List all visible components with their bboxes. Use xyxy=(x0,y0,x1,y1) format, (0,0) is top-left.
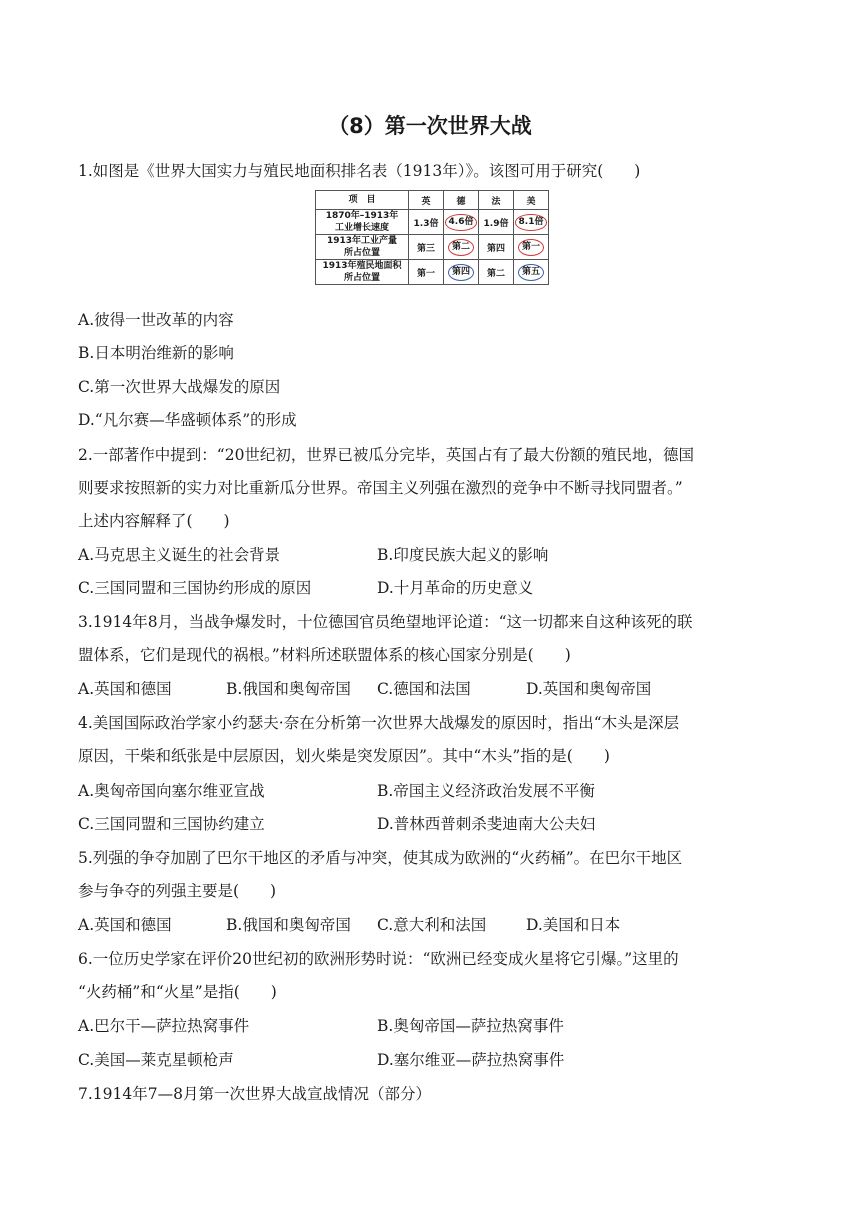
q3-option-a[interactable]: A.英国和德国 xyxy=(78,680,172,698)
q2-option-b[interactable]: B.印度民族大起义的影响 xyxy=(377,546,549,564)
q2-option-d[interactable]: D.十月革命的历史意义 xyxy=(377,579,534,597)
q6-option-b[interactable]: B.奥匈帝国—萨拉热窝事件 xyxy=(377,1017,564,1035)
q6-option-d[interactable]: D.塞尔维亚—萨拉热窝事件 xyxy=(377,1051,565,1069)
table-row xyxy=(316,210,549,235)
table-header: 英 xyxy=(409,191,444,210)
q2-stem-line: 上述内容解释了( ) xyxy=(78,512,230,530)
circled-value: 第四 xyxy=(448,264,474,281)
circled-value: 4.6倍 xyxy=(445,214,478,231)
q4-stem-line: 原因，干柴和纸张是中层原因，划火柴是突发原因”。其中“木头”指的是( ) xyxy=(78,747,610,765)
table-header: 美 xyxy=(514,191,549,210)
q3-stem-line: 盟体系，它们是现代的祸根。”材料所述联盟体系的核心国家分别是( ) xyxy=(78,646,571,664)
q4-stem-line: 4.美国国际政治学家小约瑟夫·奈在分析第一次世界大战爆发的原因时，指出“木头是深层 xyxy=(78,714,680,732)
table-row xyxy=(316,260,549,285)
table-cell xyxy=(514,260,549,285)
q4-option-d[interactable]: D.普林西普刺杀斐迪南大公夫妇 xyxy=(377,815,596,833)
circled-value: 第五 xyxy=(518,264,544,281)
table-cell xyxy=(514,235,549,260)
row-label-line: 所占位置 xyxy=(343,273,380,283)
q6-option-c[interactable]: C.美国—莱克星顿枪声 xyxy=(78,1051,234,1069)
table-cell xyxy=(514,210,549,235)
circled-value: 第二 xyxy=(448,239,474,256)
q2-option-c[interactable]: C.三国同盟和三国协约形成的原因 xyxy=(78,579,312,597)
row-label-line: 工业增长速度 xyxy=(334,223,389,233)
row-label-line: 1870年–1913年 xyxy=(325,211,399,221)
q5-stem-line: 5.列强的争夺加剧了巴尔干地区的矛盾与冲突，使其成为欧洲的“火药桶”。在巴尔干地区 xyxy=(78,849,683,867)
table-cell: 第四 xyxy=(479,235,514,260)
q4-option-b[interactable]: B.帝国主义经济政治发展不平衡 xyxy=(377,782,595,800)
q5-stem-line: 参与争夺的列强主要是( ) xyxy=(78,882,277,900)
table-cell xyxy=(444,210,479,235)
table-cell xyxy=(444,235,479,260)
page-title: （8）第一次世界大战 xyxy=(328,114,532,138)
q4-option-c[interactable]: C.三国同盟和三国协约建立 xyxy=(78,815,265,833)
circled-value: 8.1倍 xyxy=(515,214,548,231)
row-label-line: 1913年殖民地面积 xyxy=(322,261,402,271)
row-label-line: 所占位置 xyxy=(343,248,380,258)
q4-option-a[interactable]: A.奥匈帝国向塞尔维亚宣战 xyxy=(78,782,265,800)
table-cell xyxy=(444,260,479,285)
q1-option-d[interactable]: D.“凡尔赛—华盛顿体系”的形成 xyxy=(78,411,297,429)
row-label xyxy=(316,235,409,260)
q2-stem-line: 则要求按照新的实力对比重新瓜分世界。帝国主义列强在激烈的竞争中不断寻找同盟者。” xyxy=(78,479,683,497)
power-ranking-table xyxy=(315,190,549,285)
q1-stem: 1.如图是《世界大国实力与殖民地面积排名表（1913年）》。该图可用于研究( ) xyxy=(78,162,641,180)
q1-option-a[interactable]: A.彼得一世改革的内容 xyxy=(78,311,234,329)
table-header: 德 xyxy=(444,191,479,210)
table-header: 法 xyxy=(479,191,514,210)
q1-option-c[interactable]: C.第一次世界大战爆发的原因 xyxy=(78,378,281,396)
row-label xyxy=(316,260,409,285)
q2-stem-line: 2.一部著作中提到：“20世纪初，世界已被瓜分完毕，英国占有了最大份额的殖民地，德国 xyxy=(78,446,694,464)
q5-option-d[interactable]: D.美国和日本 xyxy=(526,916,621,934)
q5-option-a[interactable]: A.英国和德国 xyxy=(78,916,172,934)
q6-stem-line: “火药桶”和“火星”是指( ) xyxy=(78,983,277,1001)
q3-option-c[interactable]: C.德国和法国 xyxy=(377,680,471,698)
q5-option-c[interactable]: C.意大利和法国 xyxy=(377,916,487,934)
q6-option-a[interactable]: A.巴尔干—萨拉热窝事件 xyxy=(78,1017,250,1035)
circled-value: 第一 xyxy=(518,239,544,256)
table-header: 项 目 xyxy=(316,191,409,210)
q1-option-b[interactable]: B.日本明治维新的影响 xyxy=(78,344,234,362)
table-cell: 第一 xyxy=(409,260,444,285)
q2-option-a[interactable]: A.马克思主义诞生的社会背景 xyxy=(78,546,281,564)
table-header-row xyxy=(316,191,549,210)
table-cell: 第二 xyxy=(479,260,514,285)
q3-option-d[interactable]: D.英国和奥匈帝国 xyxy=(526,680,652,698)
q3-stem-line: 3.1914年8月，当战争爆发时，十位德国官员绝望地评论道：“这一切都来自这种该死的联 xyxy=(78,613,693,631)
row-label xyxy=(316,210,409,235)
q7-stem-line: 7.1914年7—8月第一次世界大战宣战情况（部分） xyxy=(78,1085,431,1103)
table-cell: 1.3倍 xyxy=(409,210,444,235)
q5-option-b[interactable]: B.俄国和奥匈帝国 xyxy=(226,916,351,934)
table-row xyxy=(316,235,549,260)
q3-option-b[interactable]: B.俄国和奥匈帝国 xyxy=(226,680,351,698)
table-cell: 1.9倍 xyxy=(479,210,514,235)
q6-stem-line: 6.一位历史学家在评价20世纪初的欧洲形势时说：“欧洲已经变成火星将它引爆。”这里的 xyxy=(78,950,679,968)
table-cell: 第三 xyxy=(409,235,444,260)
row-label-line: 1913年工业产量 xyxy=(326,236,398,246)
